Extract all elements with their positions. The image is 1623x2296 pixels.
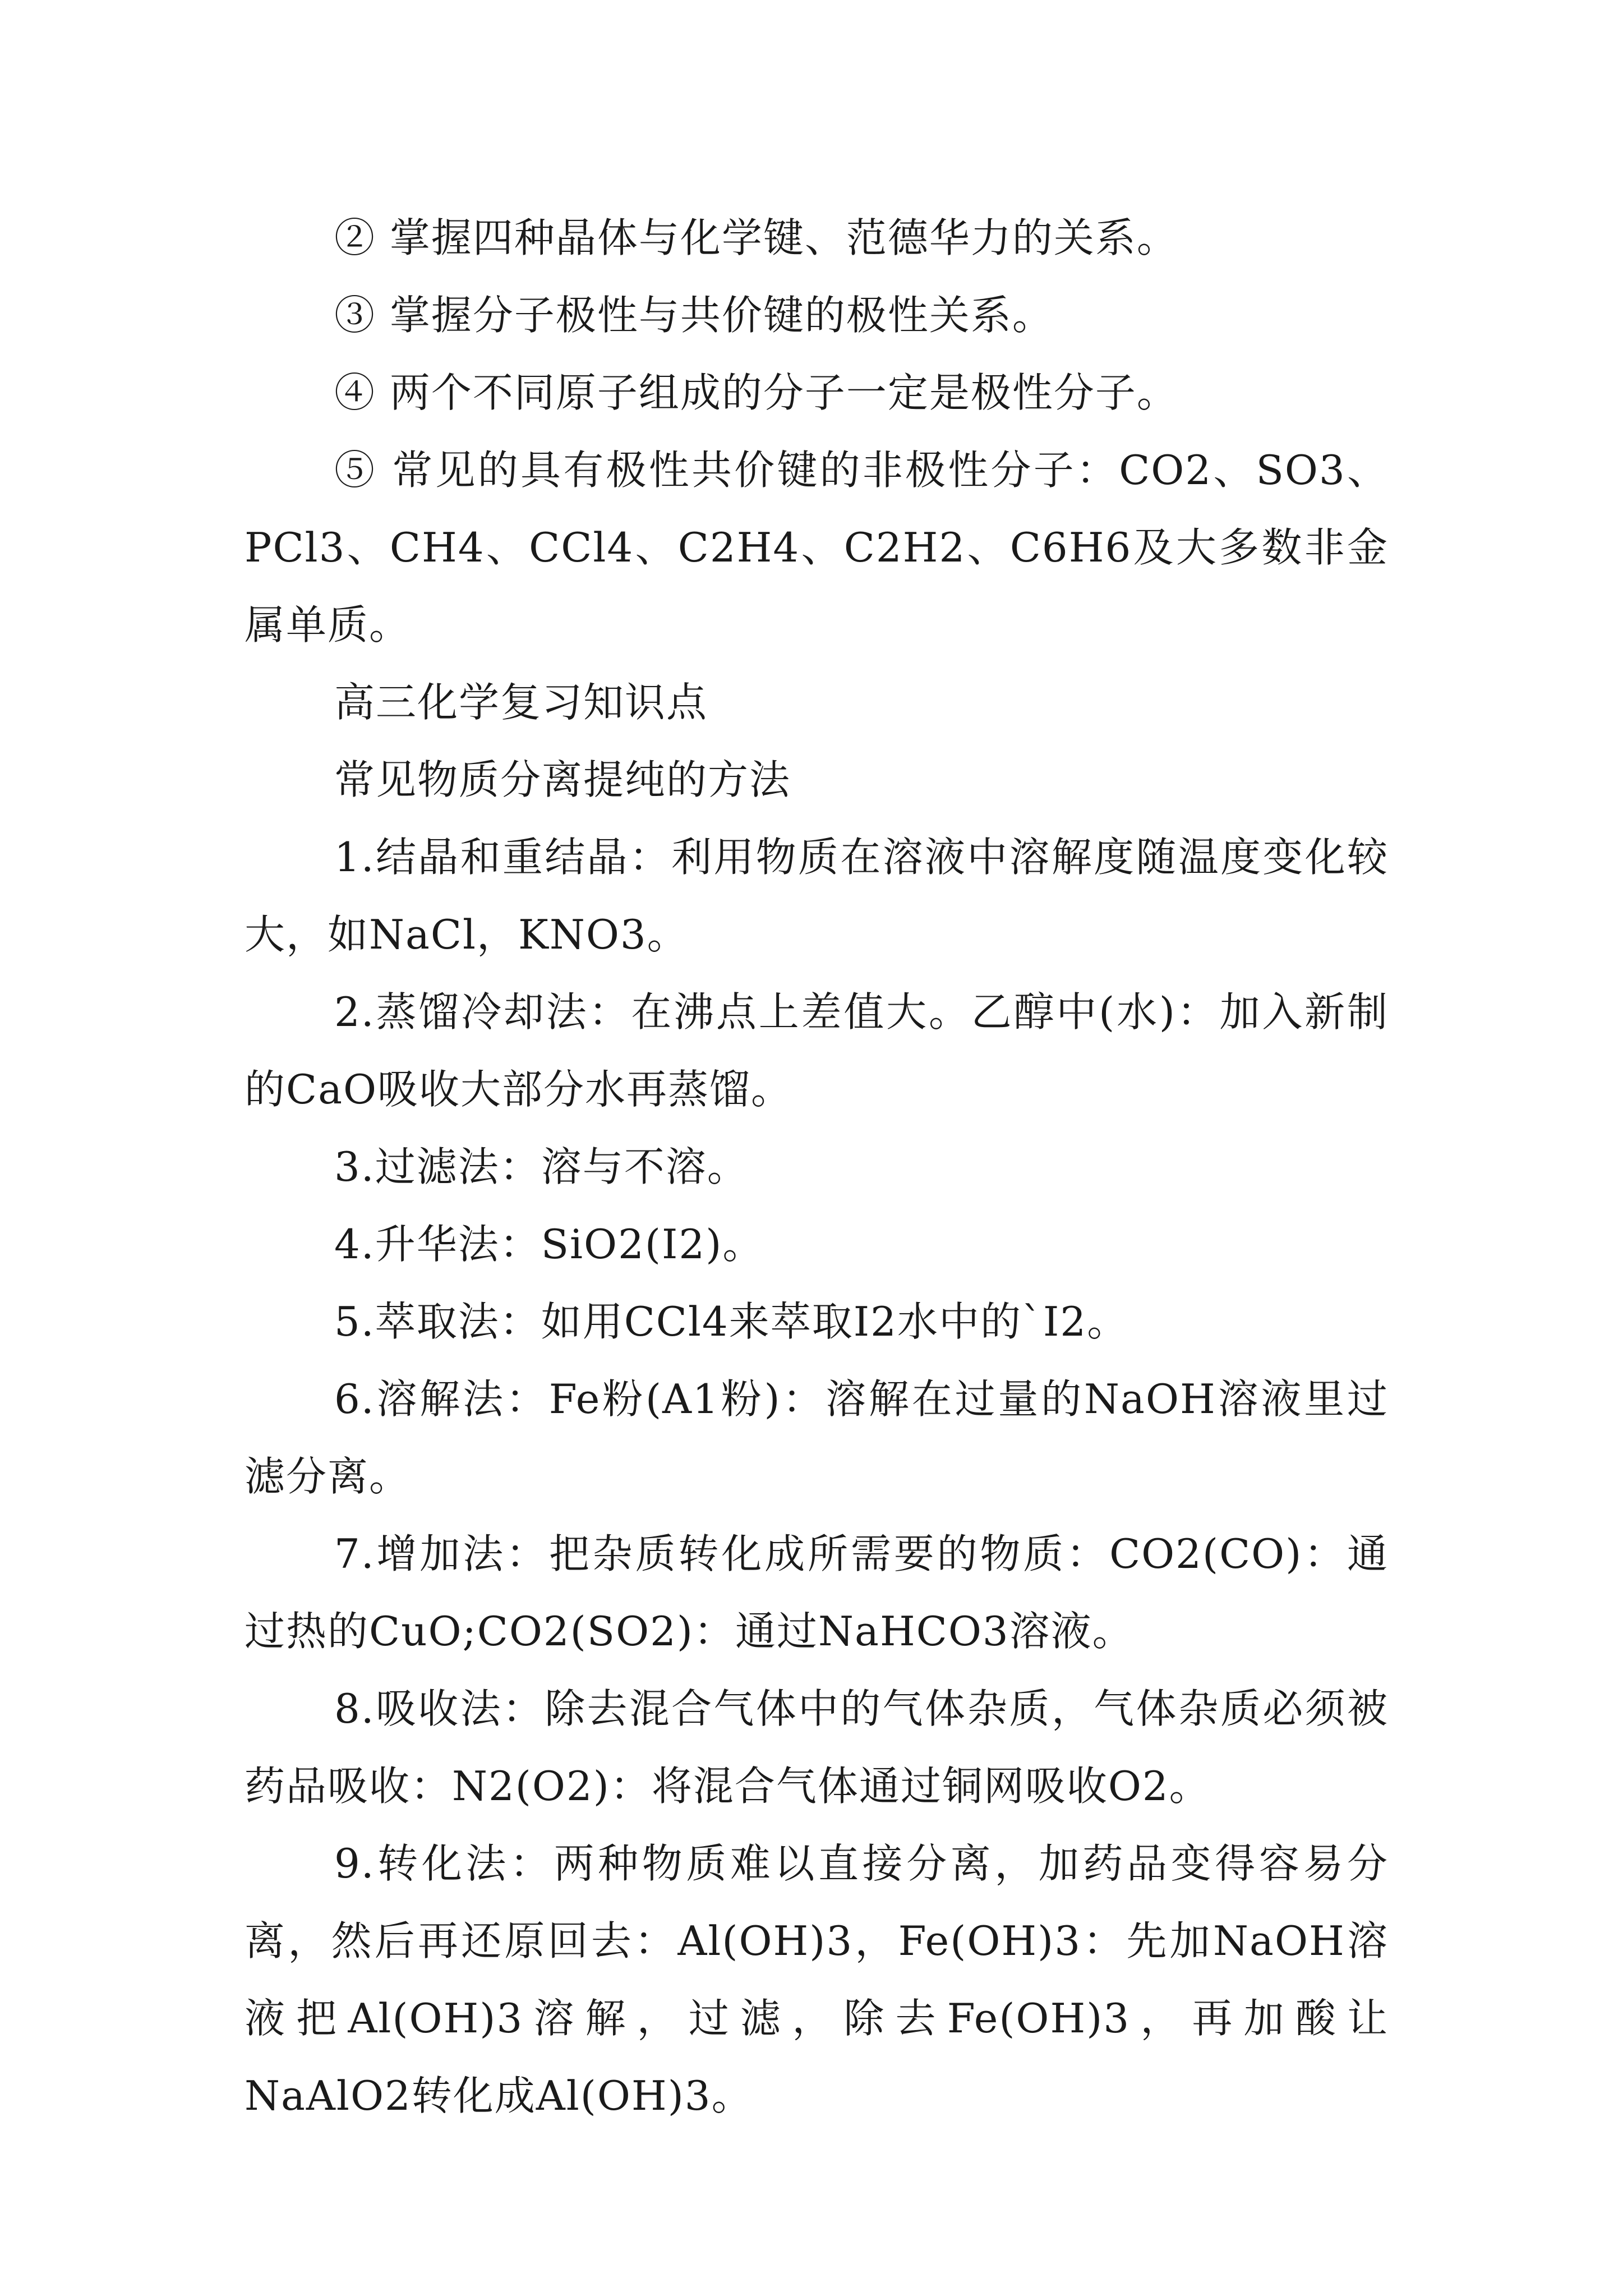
method-filtration: 3.过滤法：溶与不溶。 — [334, 1143, 749, 1190]
method-crystallization: 1.结晶和重结晶：利用物质在溶液中溶解度随温度变化较大，如NaCl，KNO3。 — [245, 834, 1389, 958]
paragraph-crystal-bonds: ② 掌握四种晶体与化学键、范德华力的关系。 — [334, 214, 1178, 261]
method-dissolution: 6.溶解法：Fe粉(A1粉)：溶解在过量的NaOH溶液里过滤分离。 — [245, 1375, 1389, 1500]
method-absorption: 8.吸收法：除去混合气体中的气体杂质，气体杂质必须被药品吸收：N2(O2)：将混合气体通过铜网吸收O2。 — [245, 1685, 1389, 1810]
method-sublimation: 4.升华法：SiO2(I2)。 — [334, 1221, 764, 1268]
method-extraction: 5.萃取法：如用CCl4来萃取I2水中的`I2。 — [334, 1298, 1129, 1345]
method-addition: 7.增加法：把杂质转化成所需要的物质：CO2(CO)：通过热的CuO;CO2(SO2)：通过NaHCO3溶液。 — [245, 1530, 1389, 1655]
paragraph-polar-molecules: ④ 两个不同原子组成的分子一定是极性分子。 — [334, 369, 1178, 416]
paragraph-molecular-polarity: ③ 掌握分子极性与共价键的极性关系。 — [334, 292, 1054, 339]
section-subtitle: 常见物质分离提纯的方法 — [334, 756, 791, 803]
document-body — [245, 199, 1389, 2134]
method-distillation: 2.蒸馏冷却法：在沸点上差值大。乙醇中(水)：加入新制的CaO吸收大部分水再蒸馏。 — [245, 988, 1389, 1113]
method-conversion: 9.转化法：两种物质难以直接分离，加药品变得容易分离，然后再还原回去：Al(OH)3，Fe(OH)3：先加NaOH溶液把Al(OH)3溶解，过滤，除去Fe(OH)3，再加酸让NaAlO2转化成Al(OH)3。 — [245, 1840, 1389, 2119]
section-title: 高三化学复习知识点 — [334, 679, 708, 726]
paragraph-nonpolar-molecules: ⑤ 常见的具有极性共价键的非极性分子：CO2、SO3、PCl3、CH4、CCl4、C2H4、C2H2、C6H6及大多数非金属单质。 — [245, 447, 1389, 648]
